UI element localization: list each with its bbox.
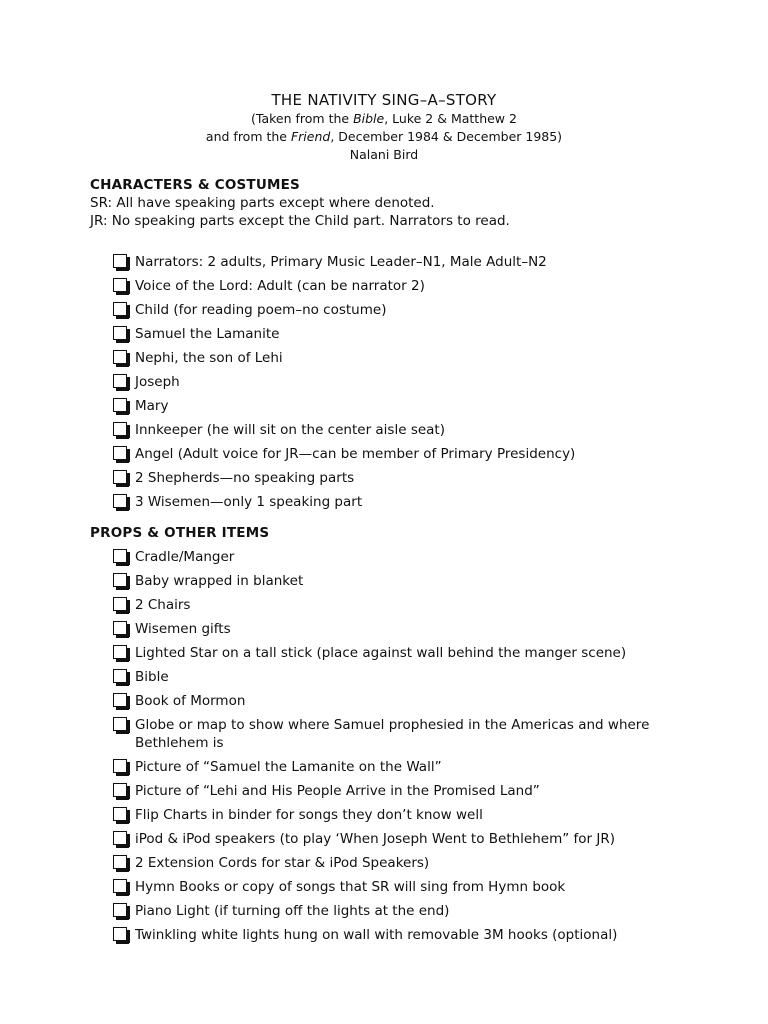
checkbox-icon[interactable]: [113, 326, 127, 340]
checklist-item: [113, 445, 713, 463]
checkbox-icon[interactable]: [113, 693, 127, 707]
checkbox-icon[interactable]: [113, 831, 127, 845]
checklist-item: [113, 716, 713, 752]
checklist-item-label: Narrators: 2 adults, Primary Music Leader–N1, Male Adult–N2: [135, 254, 547, 270]
checkbox-icon[interactable]: [113, 783, 127, 797]
checklist-item: [113, 806, 713, 824]
checkbox-icon[interactable]: [113, 350, 127, 364]
checkbox-icon[interactable]: [113, 422, 127, 436]
checklist-item-label: Picture of “Samuel the Lamanite on the Wall”: [135, 759, 442, 775]
props-checklist: [113, 548, 713, 950]
checklist-item: [113, 421, 713, 439]
characters-checklist: [113, 253, 713, 517]
sr-note: SR: All have speaking parts except where denoted.: [90, 195, 435, 211]
checklist-item: [113, 620, 713, 638]
checklist-item: [113, 373, 713, 391]
checklist-item-label: Cradle/Manger: [135, 549, 235, 565]
checklist-item-label: Baby wrapped in blanket: [135, 573, 304, 589]
checklist-item: [113, 349, 713, 367]
document-title: THE NATIVITY SING–A–STORY: [271, 91, 497, 109]
checkbox-icon[interactable]: [113, 470, 127, 484]
checklist-item-label: Piano Light (if turning off the lights at the end): [135, 903, 450, 919]
checklist-item-label: Samuel the Lamanite: [135, 326, 280, 342]
checkbox-icon[interactable]: [113, 374, 127, 388]
checklist-item: [113, 878, 713, 896]
checklist-item-label: Picture of “Lehi and His People Arrive in the Promised Land”: [135, 783, 540, 799]
checkbox-icon[interactable]: [113, 807, 127, 821]
checklist-item: [113, 692, 713, 710]
checklist-item: [113, 469, 713, 487]
checklist-item-label: iPod & iPod speakers (to play ‘When Joseph Went to Bethlehem” for JR): [135, 831, 616, 847]
checkbox-icon[interactable]: [113, 302, 127, 316]
source-line-2: and from the Friend, December 1984 & December 1985): [205, 129, 563, 144]
checkbox-icon[interactable]: [113, 645, 127, 659]
checkbox-icon[interactable]: [113, 278, 127, 292]
checklist-item-label: Twinkling white lights hung on wall with removable 3M hooks (optional): [135, 927, 618, 943]
checklist-item: [113, 596, 713, 614]
checklist-item: [113, 277, 713, 295]
checklist-item-label: 2 Chairs: [135, 597, 191, 613]
checklist-item: [113, 902, 713, 920]
checkbox-icon[interactable]: [113, 717, 127, 731]
checkbox-icon[interactable]: [113, 573, 127, 587]
checkbox-icon[interactable]: [113, 597, 127, 611]
checklist-item: [113, 830, 713, 848]
checkbox-icon[interactable]: [113, 903, 127, 917]
checklist-item-label: 2 Extension Cords for star & iPod Speakers): [135, 855, 430, 871]
author-name: Nalani Bird: [349, 147, 419, 162]
checklist-item-label: Flip Charts in binder for songs they don’t know well: [135, 807, 483, 823]
checklist-item: [113, 325, 713, 343]
checklist-item: [113, 644, 713, 662]
checklist-item: [113, 301, 713, 319]
checklist-item-label: Mary: [135, 398, 169, 414]
checklist-item-label: 2 Shepherds—no speaking parts: [135, 470, 355, 486]
checklist-item: [113, 548, 713, 566]
checklist-item: [113, 758, 713, 776]
checklist-item: [113, 572, 713, 590]
checkbox-icon[interactable]: [113, 927, 127, 941]
checklist-item-label: Lighted Star on a tall stick (place against wall behind the manger scene): [135, 645, 627, 661]
characters-heading: CHARACTERS & COSTUMES: [90, 177, 300, 193]
checklist-item-label: Joseph: [135, 374, 180, 390]
checkbox-icon[interactable]: [113, 549, 127, 563]
checkbox-icon[interactable]: [113, 446, 127, 460]
checkbox-icon[interactable]: [113, 398, 127, 412]
checklist-item-label: Voice of the Lord: Adult (can be narrator 2): [135, 278, 425, 294]
props-heading: PROPS & OTHER ITEMS: [90, 525, 270, 541]
checklist-item: [113, 854, 713, 872]
checklist-item: [113, 397, 713, 415]
checklist-item-label: 3 Wisemen—only 1 speaking part: [135, 494, 363, 510]
source-line-1: (Taken from the Bible, Luke 2 & Matthew 2: [251, 111, 517, 126]
jr-note: JR: No speaking parts except the Child part. Narrators to read.: [90, 213, 510, 229]
checkbox-icon[interactable]: [113, 759, 127, 773]
checkbox-icon[interactable]: [113, 494, 127, 508]
checklist-item-label: Angel (Adult voice for JR—can be member of Primary Presidency): [135, 446, 576, 462]
checkbox-icon[interactable]: [113, 879, 127, 893]
checklist-item: [113, 782, 713, 800]
checklist-item-label: Book of Mormon: [135, 693, 246, 709]
checkbox-icon[interactable]: [113, 621, 127, 635]
document-header: [0, 90, 768, 164]
checklist-item: [113, 253, 713, 271]
checklist-item-label: Globe or map to show where Samuel prophesied in the Americas and where Bethlehem is: [135, 717, 650, 751]
checklist-item-label: Hymn Books or copy of songs that SR will sing from Hymn book: [135, 879, 566, 895]
checklist-item: [113, 668, 713, 686]
checklist-item-label: Bible: [135, 669, 169, 685]
checkbox-icon[interactable]: [113, 669, 127, 683]
checkbox-icon[interactable]: [113, 254, 127, 268]
checkbox-icon[interactable]: [113, 855, 127, 869]
checklist-item-label: Child (for reading poem–no costume): [135, 302, 387, 318]
checklist-item-label: Nephi, the son of Lehi: [135, 350, 283, 366]
checklist-item-label: Wisemen gifts: [135, 621, 231, 637]
checklist-item: [113, 926, 713, 944]
checklist-item: [113, 493, 713, 511]
checklist-item-label: Innkeeper (he will sit on the center aisle seat): [135, 422, 445, 438]
